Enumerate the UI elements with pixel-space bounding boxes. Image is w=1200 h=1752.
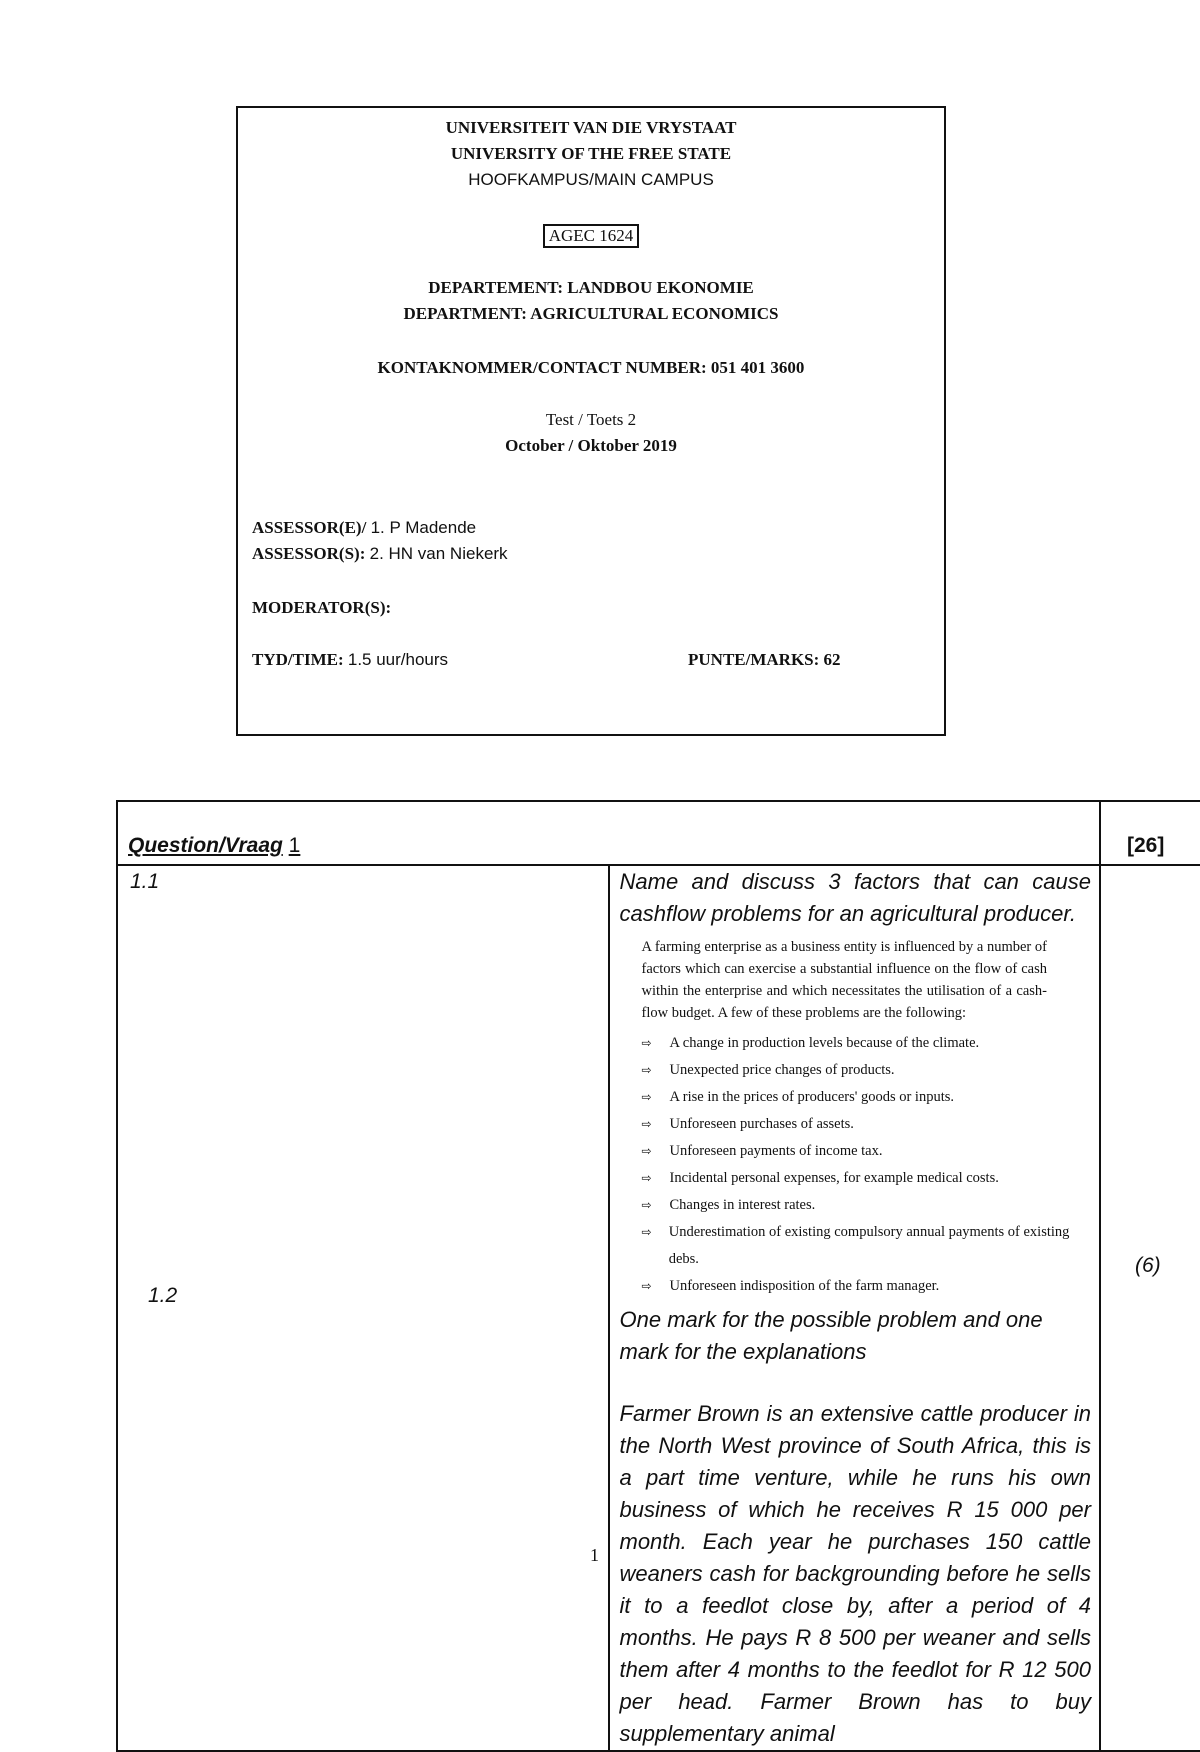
- arrow-bullet-icon: ⇨: [641, 1225, 652, 1239]
- memo-intro: A farming enterprise as a business entity is influenced by a number of factors which can exercise a substantial influence on the flow of cash within the enterprise and which necessitates the utilisation of a cash-flow budget. A few of these problems are the following:: [641, 939, 1047, 1021]
- q11-number: 1.1: [130, 870, 160, 893]
- arrow-bullet-icon: ⇨: [641, 1279, 652, 1293]
- memo-points: [620, 1030, 1092, 1300]
- q12-number: 1.2: [148, 1284, 178, 1307]
- question-numbers: [117, 865, 609, 1751]
- department-af: DEPARTEMENT: LANDBOU EKONOMIE: [428, 278, 754, 297]
- campus: HOOFKAMPUS/MAIN CAMPUS: [468, 170, 714, 189]
- arrow-bullet-icon: ⇨: [641, 1090, 652, 1104]
- question-total: [26]: [1100, 801, 1200, 865]
- list-item: ⇨ Unexpected price changes of products.: [642, 1057, 1092, 1084]
- list-item: ⇨ Underestimation of existing compulsory annual payments of existing debs.: [642, 1219, 1092, 1273]
- question-header: Question/Vraag 1: [117, 801, 1100, 865]
- assessor-2: ASSESSOR(S): 2. HN van Niekerk: [252, 544, 508, 563]
- arrow-bullet-icon: ⇨: [641, 1198, 652, 1212]
- arrow-bullet-icon: ⇨: [641, 1063, 652, 1077]
- arrow-bullet-icon: ⇨: [641, 1117, 652, 1131]
- assessor-1: ASSESSOR(E)/ 1. P Madende: [252, 518, 477, 537]
- arrow-bullet-icon: ⇨: [641, 1144, 652, 1158]
- q12-text: Farmer Brown is an extensive cattle producer in the North West province of South Africa, this is a part time venture, while he runs his own business of which he receives R 15 000 per month. Each year he purchases 150 cattle weaners cash for backgrounding before he sells it to a feedlot close by, after a period of 4 months. He pays R 8 500 per weaner and sells them after 4 months to the feedlot for R 12 500 per head. Farmer Brown has to buy supplementary animal: [619, 1401, 1091, 1746]
- arrow-bullet-icon: ⇨: [641, 1036, 652, 1050]
- cover-box: [236, 106, 946, 736]
- department-en: DEPARTMENT: AGRICULTURAL ECONOMICS: [403, 304, 779, 323]
- mark-allocation-note: One mark for the possible problem and one mark for the explanations: [619, 1307, 1043, 1364]
- university-en: UNIVERSITY OF THE FREE STATE: [450, 144, 732, 163]
- test-name: Test / Toets 2: [545, 410, 637, 429]
- marks-column: [1100, 865, 1200, 1751]
- list-item: ⇨ Incidental personal expenses, for example medical costs.: [642, 1165, 1092, 1192]
- moderator: MODERATOR(S):: [252, 598, 392, 617]
- q11-text: Name and discuss 3 factors that can cause cashflow problems for an agricultural producer.: [619, 869, 1091, 926]
- contact-number: KONTAKNOMMER/CONTACT NUMBER: 051 401 3600: [377, 358, 805, 377]
- list-item: ⇨ A change in production levels because of the climate.: [642, 1030, 1092, 1057]
- arrow-bullet-icon: ⇨: [641, 1171, 652, 1185]
- page-number: 1: [590, 1545, 599, 1565]
- list-item: ⇨ Changes in interest rates.: [642, 1192, 1092, 1219]
- course-code: AGEC 1624: [543, 224, 640, 248]
- university-af: UNIVERSITEIT VAN DIE VRYSTAAT: [445, 118, 737, 137]
- question-body: [609, 865, 1101, 1751]
- q11-marks: (6): [1135, 1254, 1161, 1277]
- list-item: ⇨ Unforeseen payments of income tax.: [642, 1138, 1092, 1165]
- list-item: ⇨ Unforeseen indisposition of the farm manager.: [642, 1273, 1092, 1300]
- list-item: ⇨ Unforeseen purchases of assets.: [642, 1111, 1092, 1138]
- list-item: ⇨ A rise in the prices of producers' goods or inputs.: [642, 1084, 1092, 1111]
- test-date: October / Oktober 2019: [505, 436, 677, 455]
- question-table: [116, 800, 1200, 1752]
- time: TYD/TIME: 1.5 uur/hours: [252, 650, 449, 669]
- marks: PUNTE/MARKS: 62: [688, 650, 841, 669]
